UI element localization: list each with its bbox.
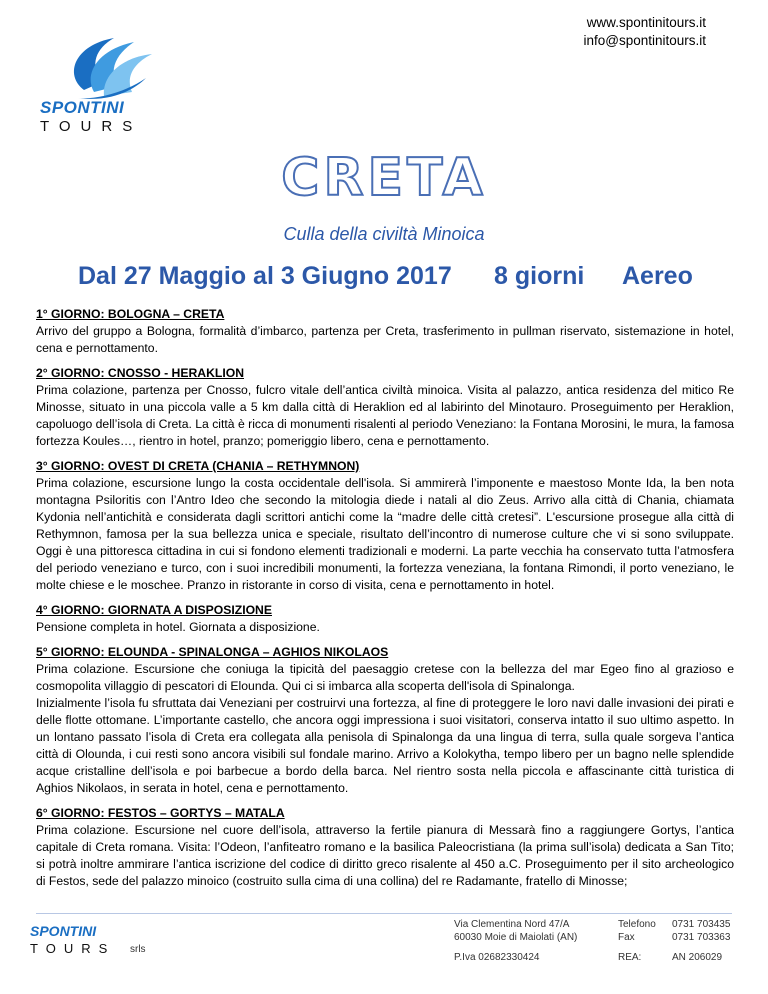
contact-block [583,14,706,50]
fax-label: Fax [618,932,635,943]
footer-address [454,918,577,944]
trip-transport: Aereo [622,262,693,290]
footer-brand-name: SPONTINI [30,923,97,939]
day-6 [36,805,734,890]
page-title [0,148,768,208]
title-text: CRETA [281,148,487,208]
day-4 [36,602,734,636]
trip-dates: Dal 27 Maggio al 3 Giugno 2017 [78,262,452,290]
trip-info-row [0,262,768,296]
day-title: 6° GIORNO: FESTOS – GORTYS – MATALA [36,806,285,820]
swoosh-logo-icon [34,20,184,100]
day-text: Pensione completa in hotel. Giornata a disposizione. [36,620,320,634]
day-title: 4° GIORNO: GIORNATA A DISPOSIZIONE [36,603,272,617]
day-text: Arrivo del gruppo a Bologna, formalità d’imbarco, partenza per Creta, trasferimento in pullman riservato, sistemazione in hotel, cena e pernottamento. [36,324,734,355]
day-1 [36,306,734,357]
fax-value: 0731 703363 [672,932,731,943]
footer-piva: P.Iva 02682330424 [454,952,540,963]
website-link[interactable]: www.spontinitours.it [586,15,706,30]
day-2 [36,365,734,450]
day-5 [36,644,734,797]
day-title: 3° GIORNO: OVEST DI CRETA (CHANIA – RETHYMNON) [36,459,360,473]
day-text: Prima colazione, partenza per Cnosso, fulcro vitale dell’antica civiltà minoica. Visita al palazzo, antica residenza del mitico Re Minosse, situato in una piccola valle a 5 km dalla città di Heraklion ed al labirinto del Minotauro. Proseguimento per Heraklion, capoluogo dell’isola di Creta. La città è ricca di monumenti risalenti al periodo Veneziano: la Fontana Morosini, le mura, la famosa fortezza Koules…, rientro in hotel, pranzo; pomeriggio libero, cena e pernottamento. [36,383,734,448]
footer-divider [36,913,732,914]
address-line-2: 60030 Moie di Maiolati (AN) [454,932,578,943]
rea-value: AN 206029 [672,952,723,963]
rea-label: REA: [618,952,642,963]
brand-tours: TOURS [40,118,143,135]
day-3 [36,458,734,594]
trip-duration: 8 giorni [494,262,585,290]
footer-brand-tours: TOURS [30,941,116,956]
brand-name: SPONTINI [40,98,125,117]
phone-value: 0731 703435 [672,919,731,930]
day-text: Prima colazione. Escursione nel cuore dell’isola, attraverso la fertile pianura di Messarà fino a raggiungere Gortys, l’antica capitale di Creta romana. Visita: l’Odeon, l’anfiteatro romano e la basilica Paleocristiana (la prima sull’isola) dedicata a San Tito; si potrà inoltre ammirare l’antica iscrizione del codice di diritto greco risalente al 450 a.C. Proseguimento per il sito archeologico di Festos, sede del palazzo minoico (costruito sulla cima di una collina) del re Radamante, fratello di Minosse; [36,823,734,888]
day-title: 1° GIORNO: BOLOGNA – CRETA [36,307,225,321]
subtitle: Culla della civiltà Minoica [283,224,485,244]
address-line-1: Via Clementina Nord 47/A [454,919,570,930]
phone-label: Telefono [618,919,656,930]
footer-phone-labels [618,918,656,944]
footer-phone-values [672,918,730,944]
day-title: 5° GIORNO: ELOUNDA - SPINALONGA – AGHIOS NIKOLAOS [36,645,389,659]
day-text-2: Inizialmente l’isola fu sfruttata dai Veneziani per costruirvi una fortezza, al fine di proteggere le loro navi dalle invasioni dei pirati e delle flotte ottomane. L’importante castello, che ancora oggi impressiona i suoi visitatori, conserva intatto il suo ultimo aspetto. In un lontano passato l’isola di Creta era collegata alla penisola di Spinalonga da una lingua di terra, sulla quale sorgeva l’antica città di Olounda, i cui resti sono ancora visibili sul fondale marino. Arrivo a Kolokytha, tempo libero per un bagno nelle splendide acque cristalline dell’isola e poi barbecue a bordo della barca. Nel rientro sosta nella piccola e affascinante città turistica di Aghios Nikolaos, in serata in hotel, cena e pernottamento. [36,696,734,795]
footer-logo [30,923,115,956]
day-title: 2° GIORNO: CNOSSO - HERAKLION [36,366,245,380]
day-text: Prima colazione, escursione lungo la costa occidentale dell'isola. Si ammirerà l’imponente e maestoso Monte Ida, la ben nota montagna Psiloritis con l’Antro Ideo che secondo la mitologia diede i natali al dio Zeus. Arrivo alla città di Chania, chiamata Kydonia nell’antichità e considerata dagli scrittori antichi come la “madre delle città cretesi”. L'escursione prosegue alla città di Rethymnon, famosa per la sua bellezza unica e speciale, risultato dell’incontro di numerose culture che vi si sono sviluppate. Oggi è una pittoresca cittadina in cui si fondono elementi tradizionali e moderni. La parte vecchia ha conservato tutta l’atmosfera del periodo veneziano e turco, con i suoi incredibili monumenti, la fortezza veneziana, la fontana Rimondi, il porto veneziano, le molte chiese e le moschee. Pranzo in ristorante in corso di visita, cena e pernottamento in hotel. [36,476,734,592]
email-link[interactable]: info@spontinitours.it [583,33,706,48]
itinerary [36,306,734,898]
footer-srl: srls [130,944,146,955]
day-text: Prima colazione. Escursione che coniuga la tipicità del paesaggio cretese con la bellezza del mar Egeo fino al grazioso e cosmopolita villaggio di pescatori di Elounda. Qui ci si imbarca alla scoperta dell'isola di Spinalonga. [36,662,734,693]
